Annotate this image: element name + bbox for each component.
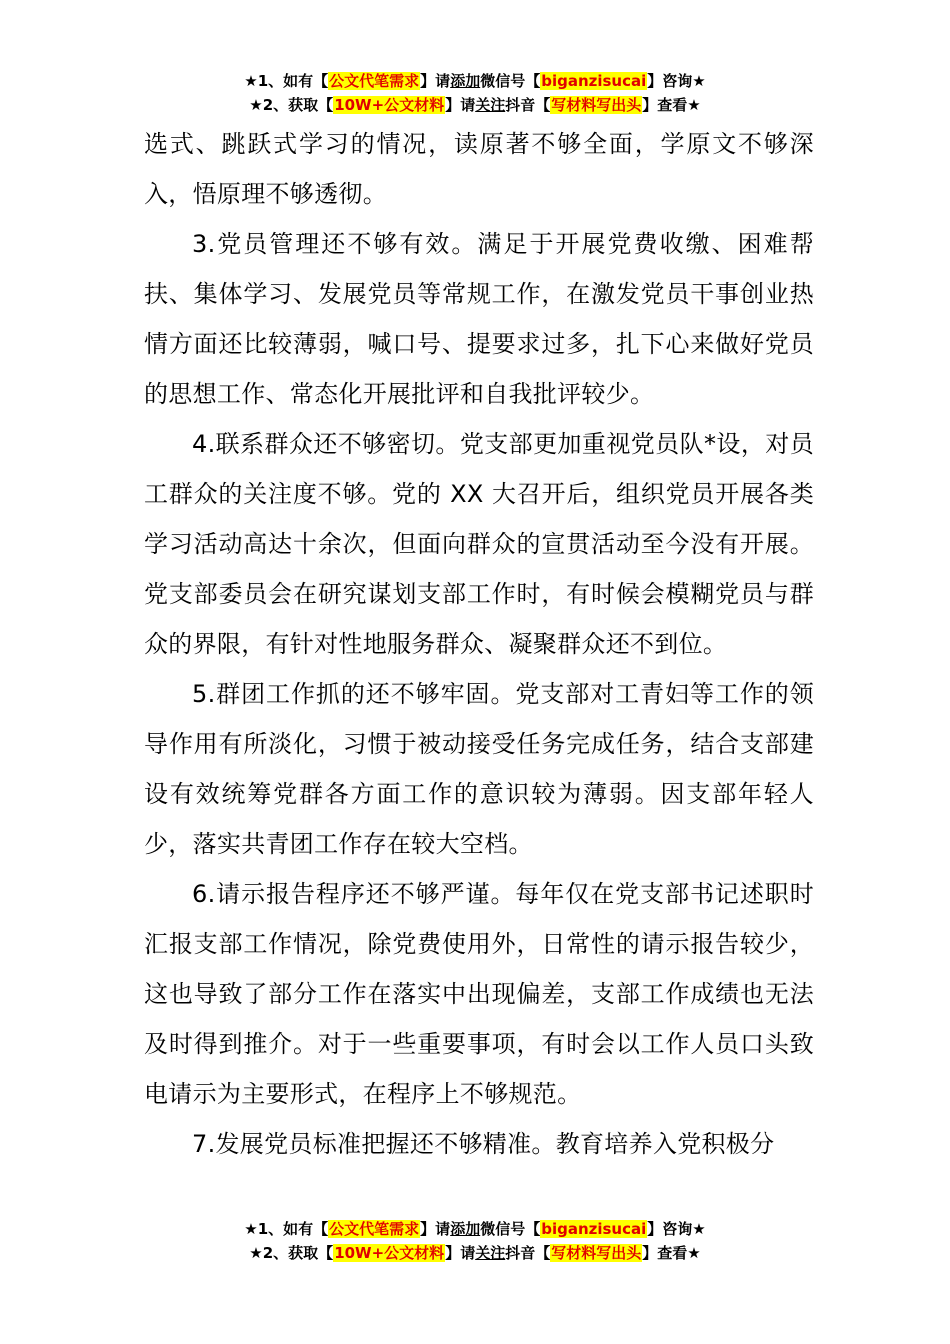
banner-text: 】咨询★ bbox=[647, 72, 706, 90]
underlined-text: 添加 bbox=[450, 1220, 481, 1238]
paragraph-item-3: 3.党员管理还不够有效。满足于开展党费收缴、困难帮扶、集体学习、发展党员等常规工作，在激发党员干事创业热情方面还比较薄弱，喊口号、提要求过多，扎下心来做好党员的思想工作、常态化开展批评和自我批评较少。 bbox=[144, 230, 814, 408]
banner-text: 】咨询★ bbox=[647, 1220, 706, 1238]
highlight-douyin: 写材料写出头 bbox=[551, 1244, 642, 1262]
highlight-materials: 10W+公文材料 bbox=[334, 1244, 445, 1262]
banner-text: 微信号【 bbox=[480, 1220, 541, 1238]
paragraph-continuation: 选式、跳跃式学习的情况，读原著不够全面，学原文不够深入，悟原理不够透彻。 bbox=[144, 130, 814, 208]
footer-banner bbox=[0, 1217, 950, 1265]
banner-text: 抖音【 bbox=[505, 1244, 551, 1262]
banner-line-1 bbox=[0, 69, 950, 93]
paragraph-item-4: 4.联系群众还不够密切。党支部更加重视党员队*设，对员工群众的关注度不够。党的 XX 大召开后，组织党员开展各类学习活动高达十余次，但面向群众的宣贯活动至今没有开展。党支部委员会在研究谋划支部工作时，有时候会模糊党员与群众的界限，有针对性地服务群众、凝聚群众还不到位。 bbox=[144, 430, 814, 658]
highlight-wechat-id: biganzisucai bbox=[541, 72, 647, 90]
underlined-text: 添加 bbox=[450, 72, 481, 90]
paragraph-item-6: 6.请示报告程序还不够严谨。每年仅在党支部书记述职时汇报支部工作情况，除党费使用外，日常性的请示报告较少，这也导致了部分工作在落实中出现偏差，支部工作成绩也无法及时得到推介。对于一些重要事项，有时会以工作人员口头致电请示为主要形式，在程序上不够规范。 bbox=[144, 880, 814, 1108]
banner-text: 】请 bbox=[445, 96, 476, 114]
banner-text: 】请 bbox=[420, 1220, 451, 1238]
banner-text: 】请 bbox=[445, 1244, 476, 1262]
underlined-text: 关注 bbox=[475, 96, 506, 114]
banner-text: 抖音【 bbox=[505, 96, 551, 114]
banner-text: ★2、获取【 bbox=[249, 1244, 334, 1262]
highlight-wechat-id: biganzisucai bbox=[541, 1220, 647, 1238]
highlight-materials: 10W+公文材料 bbox=[334, 96, 445, 114]
highlight-service: 公文代笔需求 bbox=[329, 1220, 420, 1238]
paragraph-item-7: 7.发展党员标准把握还不够精准。教育培养入党积极分 bbox=[192, 1130, 775, 1158]
highlight-service: 公文代笔需求 bbox=[329, 72, 420, 90]
banner-text: 】查看★ bbox=[642, 96, 701, 114]
header-banner bbox=[0, 69, 950, 117]
banner-line-2 bbox=[0, 1241, 950, 1265]
banner-text: 微信号【 bbox=[480, 72, 541, 90]
banner-line-1 bbox=[0, 1217, 950, 1241]
document-body bbox=[144, 119, 814, 1169]
paragraph-item-5: 5.群团工作抓的还不够牢固。党支部对工青妇等工作的领导作用有所淡化，习惯于被动接受任务完成任务，结合支部建设有效统筹党群各方面工作的意识较为薄弱。因支部年轻人少，落实共青团工作存在较大空档。 bbox=[144, 680, 814, 858]
banner-text: 】查看★ bbox=[642, 1244, 701, 1262]
banner-text: ★1、如有【 bbox=[244, 72, 329, 90]
highlight-douyin: 写材料写出头 bbox=[551, 96, 642, 114]
banner-text: ★1、如有【 bbox=[244, 1220, 329, 1238]
underlined-text: 关注 bbox=[475, 1244, 506, 1262]
banner-text: 】请 bbox=[420, 72, 451, 90]
banner-line-2 bbox=[0, 93, 950, 117]
banner-text: ★2、获取【 bbox=[249, 96, 334, 114]
